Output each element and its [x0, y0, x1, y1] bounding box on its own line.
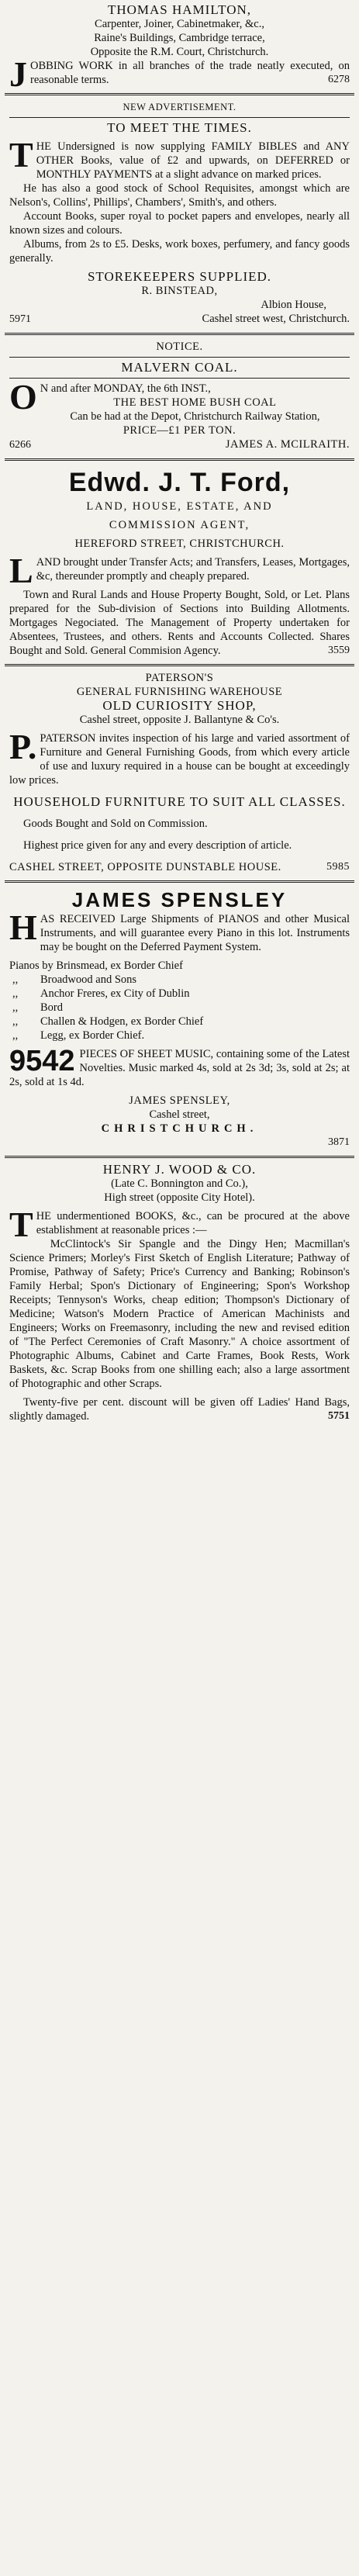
hamilton-number: 6278: [328, 74, 350, 85]
coal-advert: [5, 338, 354, 455]
piano-item: [9, 1015, 350, 1029]
hamilton-trade: Carpenter, Joiner, Cabinetmaker, &c.,: [95, 18, 264, 30]
spensley-sign-city: CHRISTCHURCH.: [101, 1122, 258, 1135]
sheet-music-count: 9542: [9, 1045, 75, 1077]
notice-dropcap: O: [9, 377, 37, 417]
wood-dropcap: T: [9, 1205, 33, 1244]
spensley-para-1-text: AS RECEIVED Large Shipments of PIANOS and other Musical Instruments, and will guarantee every Piano in this lot. Instruments may be bought on the Deferred Payment System.: [40, 913, 350, 953]
ford-line-3: HEREFORD STREET, CHRISTCHURCH.: [74, 538, 285, 550]
piano-list: [9, 973, 350, 1043]
paterson-advert: [5, 669, 354, 877]
piano-item-label: Broadwood and Sons: [40, 973, 137, 986]
new-advert-title: TO MEET THE TIMES.: [107, 120, 252, 135]
hamilton-body: [9, 54, 350, 94]
binstead-house: Albion House,: [261, 299, 326, 311]
piano-item-label: Legg, ex Border Chief.: [40, 1029, 145, 1042]
divider: [5, 333, 354, 335]
notice-signer: JAMES A. MCILRAITH.: [225, 438, 350, 451]
divider: [5, 880, 354, 883]
paterson-para-1-text: PATERSON invites inspection of his large and varied assortment of Furniture and General Furnishing Goods, from which every article of use and luxury required in a house can be bought at exceedingly low prices.: [9, 732, 350, 787]
spensley-advert: [5, 886, 354, 1153]
new-advert-para-1-text: HE Undersigned is now supplying FAMILY BIBLES and ANY OTHER Books, value of £2 and upwards, on DEFERRED or MONTHLY PAYMENTS at a slight advance on marked prices.: [36, 140, 350, 181]
spensley-dropcap: H: [9, 908, 37, 947]
ditto-mark: ,,: [12, 1001, 19, 1014]
paterson-number: 5985: [326, 861, 350, 873]
ford-name: Edwd. J. T. Ford,: [68, 468, 291, 497]
wood-para-3-text: Twenty-five per cent. discount will be given off Ladies' Hand Bags, slightly damaged.: [9, 1396, 350, 1423]
hamilton-dropcap: J: [9, 54, 27, 94]
paterson-para-1: [9, 727, 350, 787]
divider: [9, 117, 350, 118]
paterson-dropcap: P.: [9, 727, 37, 766]
wood-name: HENRY J. WOOD & CO.: [102, 1162, 257, 1177]
sheet-music: [9, 1047, 350, 1089]
paterson-heading: PATERSON'S: [145, 672, 214, 684]
spensley-para-1: [9, 908, 350, 954]
piano-item-label: Anchor Freres, ex City of Dublin: [40, 987, 190, 1000]
ditto-mark: ,,: [12, 987, 19, 1000]
binstead-footer: [9, 312, 350, 327]
ditto-mark: ,,: [12, 973, 19, 986]
binstead-number: 5971: [9, 313, 31, 325]
spensley-name: JAMES SPENSLEY: [71, 888, 288, 911]
binstead-title: STOREKEEPERS SUPPLIED.: [87, 269, 272, 284]
notice-heading: NOTICE.: [156, 341, 203, 353]
hamilton-advert: [5, 2, 354, 94]
piano-item: [9, 973, 350, 987]
piano-item-label: Bord: [40, 1001, 63, 1014]
new-advert-para-3: Account Books, super royal to pocket papers and envelopes, nearly all known sizes and colours.: [9, 210, 350, 237]
ford-line-1: LAND, HOUSE, ESTATE, AND: [86, 500, 273, 513]
hamilton-address-1: Raine's Buildings, Cambridge terrace,: [94, 32, 265, 44]
spensley-number: 3871: [328, 1136, 350, 1148]
ford-para-2-text: Town and Rural Lands and House Property Bought, Sold, or Let. Plans prepared for the Sub-division of Sections into Building Allotments. Mortgages Negociated. The Management of Property undertaken for Absentees, Trustees, and others. Rents and Accounts Collected. Shares Bought and Sold. General Commision Agency.: [9, 589, 350, 657]
new-advert-para-2: He has also a good stock of School Requisites, amongst which are Nelson's, Collins', Phillips', Chambers', Smith's, and others.: [9, 182, 350, 209]
ditto-mark: ,,: [12, 1029, 19, 1042]
notice-title: MALVERN COAL.: [121, 360, 238, 375]
ford-para-2: [9, 588, 350, 658]
paterson-footer: [9, 860, 350, 874]
wood-para-1: [9, 1205, 350, 1244]
divider: [5, 93, 354, 95]
paterson-title-2: OLD CURIOSITY SHOP,: [102, 698, 257, 713]
divider: [5, 458, 354, 461]
divider: [9, 378, 350, 379]
bibles-advert: [5, 99, 354, 330]
piano-item-label: Challen & Hodgen, ex Border Chief: [40, 1015, 204, 1028]
ford-number: 3559: [328, 645, 350, 656]
wood-para-3: [9, 1395, 350, 1423]
divider: [5, 1156, 354, 1158]
ford-para-1-text: AND brought under Transfer Acts; and Transfers, Leases, Mortgages, &c, thereunder promptly and cheaply prepared.: [36, 556, 350, 583]
paterson-para-3: Highest price given for any and every description of article.: [23, 839, 292, 852]
divider: [5, 664, 354, 666]
new-advert-para-4: Albums, from 2s to £5. Desks, work boxes, perfumery, and fancy goods generally.: [9, 238, 350, 265]
piano-item: [9, 1001, 350, 1015]
hamilton-body-text: OBBING WORK in all branches of the trade neatly executed, on reasonable terms.: [30, 60, 350, 86]
hamilton-name: THOMAS HAMILTON,: [107, 2, 252, 17]
ditto-mark: ,,: [12, 1015, 19, 1028]
notice-footer: [9, 437, 350, 452]
spensley-sign-name: JAMES SPENSLEY,: [129, 1094, 230, 1107]
ford-dropcap: L: [9, 551, 33, 590]
ford-advert: [5, 464, 354, 661]
wood-prev: (Late C. Bonnington and Co.),: [111, 1177, 248, 1190]
divider: [9, 357, 350, 358]
ford-line-2: COMMISSION AGENT,: [109, 519, 250, 531]
spensley-piano-intro: Pianos by Brinsmead, ex Border Chief: [9, 960, 183, 972]
wood-number: 5751: [328, 1410, 350, 1422]
notice-price: PRICE—£1 PER TON.: [123, 424, 236, 437]
paterson-address: Cashel street, opposite J. Ballantyne & Co's.: [79, 714, 280, 726]
paterson-title-1: GENERAL FURNISHING WAREHOUSE: [76, 686, 283, 698]
piano-item: [9, 987, 350, 1001]
paterson-footer-text: CASHEL STREET, OPPOSITE DUNSTABLE HOUSE.: [9, 861, 281, 873]
binstead-address: Cashel street west, Christchurch.: [202, 313, 350, 325]
notice-number: 6266: [9, 439, 31, 451]
piano-item: [9, 1029, 350, 1043]
wood-para-1-text: HE undermentioned BOOKS, &c., can be procured at the above establishment at reasonable prices :—: [36, 1210, 350, 1236]
ford-para-1: [9, 551, 350, 590]
notice-line-3: Can be had at the Depot, Christchurch Railway Station,: [70, 410, 320, 423]
wood-para-2: McClintock's Sir Spangle and the Dingy Hen; Macmillan's Science Primers; Morley's First Sketch of English Literature; Pathway of Promise, Pathway of Safety; Price's Currency and Banking; Robinson's Family Herbal; Spon's Dictionary of Engineering; Spon's Workshop Receipts; Tennyson's Works, cheap edition; Thompson's Dictionary of Medicine; Watson's Modern Practice of American Machinists and Engineers; Works on Freemasonry, including the new and revised edition of "The Perfect Ceremonies of Craft Masonry." A choice assortment of Photographic Albums, Cabinet and Carte Frames, Book Rests, Work Baskets, &c. Scrap Books from one shilling each; also a large assortment of Photographic and other Scraps.: [9, 1238, 350, 1390]
notice-line-1: N and after MONDAY, the 6th INST.,: [40, 382, 211, 395]
hamilton-address-2: Opposite the R.M. Court, Christchurch.: [90, 46, 269, 58]
sheet-music-text: PIECES OF SHEET MUSIC, containing some of the Latest Novelties. Music marked 4s, sold at 2s 3d; 3s, sold at 2s; at 2s, sold at 1s 4d.: [9, 1048, 350, 1088]
spensley-sign-street: Cashel street,: [149, 1108, 210, 1121]
binstead-name: R. BINSTEAD,: [141, 285, 218, 297]
new-advert-heading: NEW ADVERTISEMENT.: [123, 102, 236, 112]
wood-address: High street (opposite City Hotel).: [104, 1191, 255, 1204]
new-advert-para-1: [9, 135, 350, 182]
paterson-para-2: Goods Bought and Sold on Commission.: [23, 818, 208, 830]
notice-line-2: THE BEST HOME BUSH COAL: [113, 396, 277, 409]
wood-advert: [5, 1161, 354, 1426]
newspaper-column: [5, 0, 354, 1426]
new-advert-dropcap: T: [9, 135, 33, 175]
paterson-title-3: HOUSEHOLD FURNITURE TO SUIT ALL CLASSES.: [13, 794, 346, 809]
